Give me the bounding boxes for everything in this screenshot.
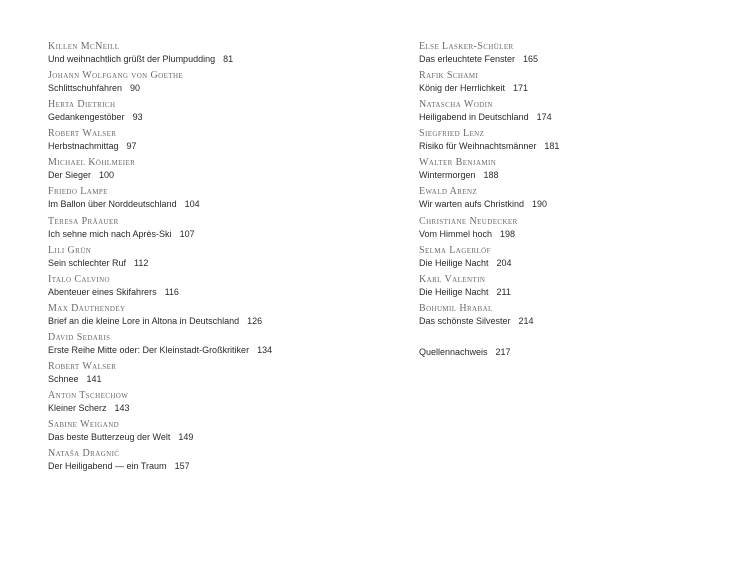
toc-title: Brief an die kleine Lore in Altona in Deutschland bbox=[48, 315, 240, 326]
toc-entry bbox=[419, 128, 729, 157]
toc-author: Friedo Lampe bbox=[48, 186, 108, 198]
sources-entry bbox=[419, 346, 729, 358]
toc-page-number: 126 bbox=[247, 315, 263, 326]
toc-title: Der Heiligabend — ein Traum bbox=[48, 461, 167, 472]
toc-page-number: 165 bbox=[523, 54, 539, 64]
toc-page-number: 149 bbox=[178, 432, 194, 443]
toc-title-line bbox=[48, 169, 368, 181]
toc-title: Heiligabend in Deutschland bbox=[419, 112, 529, 123]
toc-title-line bbox=[419, 53, 729, 65]
toc-title-line bbox=[419, 82, 729, 94]
toc-entry bbox=[48, 332, 368, 361]
toc-entry bbox=[48, 186, 368, 215]
toc-entry bbox=[48, 448, 368, 477]
toc-title-line bbox=[419, 198, 729, 210]
toc-title: Kleiner Scherz bbox=[48, 403, 107, 414]
toc-author: Anton Tschechow bbox=[48, 390, 129, 402]
toc-page-number: 190 bbox=[532, 199, 548, 210]
toc-page-number: 143 bbox=[114, 403, 130, 414]
toc-page-number: 116 bbox=[164, 286, 179, 297]
toc-title-line bbox=[48, 257, 368, 269]
toc-title-line bbox=[419, 228, 729, 240]
toc-page-number: 112 bbox=[134, 257, 149, 268]
toc-title: Im Ballon über Norddeutschland bbox=[48, 199, 177, 210]
toc-page-number: 204 bbox=[496, 257, 512, 268]
toc-entry bbox=[48, 41, 368, 70]
toc-title-line bbox=[48, 315, 368, 327]
toc-entry bbox=[48, 216, 368, 245]
toc-entry bbox=[48, 157, 368, 186]
toc-entry bbox=[48, 303, 368, 332]
toc-title-line bbox=[48, 460, 368, 472]
toc-author: Sabine Weigand bbox=[48, 419, 120, 431]
toc-author: Max Dauthendey bbox=[48, 302, 126, 314]
toc-entry bbox=[419, 41, 729, 70]
toc-page-number: 214 bbox=[518, 315, 534, 326]
toc-author: Walter Benjamin bbox=[419, 157, 497, 169]
toc-title: Wir warten aufs Christkind bbox=[419, 199, 525, 210]
toc-title: Die Heilige Nacht bbox=[419, 286, 489, 297]
toc-author: Selma Lagerlöf bbox=[419, 244, 491, 256]
toc-entry bbox=[419, 186, 729, 215]
toc-title: Ich sehne mich nach Après-Ski bbox=[48, 228, 172, 239]
toc-title-line bbox=[419, 315, 729, 327]
toc-author: Siegfried Lenz bbox=[419, 128, 485, 140]
toc-entry bbox=[48, 245, 368, 274]
toc-title: Das schönste Silvester bbox=[419, 315, 511, 326]
toc-page-number: 181 bbox=[544, 141, 560, 152]
toc-title-line bbox=[48, 53, 368, 65]
toc-title: Das beste Butterzeug der Welt bbox=[48, 432, 171, 443]
toc-page-number: 141 bbox=[86, 374, 102, 385]
toc-title-line bbox=[48, 111, 368, 123]
sources-title: Quellennachweis bbox=[419, 346, 488, 357]
toc-title-line bbox=[419, 140, 729, 152]
toc-author: Robert Walser bbox=[48, 361, 117, 373]
toc-title: Erste Reihe Mitte oder: Der Kleinstadt-Großkritiker bbox=[48, 344, 250, 355]
toc-entry bbox=[48, 390, 368, 419]
toc-entry bbox=[419, 216, 729, 245]
toc-entry bbox=[48, 99, 368, 128]
toc-page-number: 134 bbox=[257, 344, 273, 355]
toc-page-number: 198 bbox=[500, 228, 516, 239]
toc-title-line bbox=[419, 286, 729, 298]
toc-title: Sein schlechter Ruf bbox=[48, 257, 127, 268]
toc-title: Gedankengestöber bbox=[48, 112, 125, 123]
toc-title-line bbox=[48, 402, 368, 414]
toc-author: Herta Dietrich bbox=[48, 99, 116, 111]
toc-title: Schlittschuhfahren bbox=[48, 83, 123, 94]
toc-author: Lili Grün bbox=[48, 244, 92, 256]
toc-title-line bbox=[48, 228, 368, 240]
toc-title-line bbox=[48, 286, 368, 298]
toc-entry bbox=[48, 419, 368, 448]
toc-title: Vom Himmel hoch bbox=[419, 228, 493, 239]
toc-page-number: 97 bbox=[126, 141, 137, 152]
toc-title: König der Herrlichkeit bbox=[419, 83, 506, 94]
toc-author: Ewald Arenz bbox=[419, 186, 478, 198]
toc-entry bbox=[419, 303, 729, 332]
toc-author: David Sedaris bbox=[48, 331, 111, 343]
toc-title-line bbox=[48, 373, 368, 385]
toc-title-line bbox=[48, 431, 368, 443]
toc-author: Italo Calvino bbox=[48, 273, 110, 285]
toc-left-column bbox=[48, 41, 368, 477]
toc-title-line bbox=[419, 111, 729, 123]
toc-author: Rafik Schami bbox=[419, 70, 479, 82]
toc-author: Karl Valentin bbox=[419, 273, 486, 285]
toc-title: Schnee bbox=[48, 374, 79, 385]
toc-author: Else Lasker-Schüler bbox=[419, 41, 514, 52]
toc-page-number: 188 bbox=[483, 170, 499, 181]
toc-title-line bbox=[419, 169, 729, 181]
toc-entry bbox=[419, 157, 729, 186]
toc-title: Herbstnachmittag bbox=[48, 141, 119, 152]
toc-entry bbox=[48, 361, 368, 390]
toc-author: Christiane Neudecker bbox=[419, 215, 518, 227]
toc-author: Bohumil Hrabal bbox=[419, 302, 493, 314]
toc-author: Teresa Präauer bbox=[48, 215, 119, 227]
toc-entry bbox=[419, 274, 729, 303]
toc-page-number: 171 bbox=[513, 83, 529, 94]
toc-title-line bbox=[48, 198, 368, 210]
toc-page-number: 90 bbox=[130, 83, 141, 94]
toc-author: Johann Wolfgang von Goethe bbox=[48, 70, 184, 82]
toc-entry bbox=[48, 274, 368, 303]
toc-page-number: 100 bbox=[99, 170, 115, 181]
toc-entry bbox=[419, 245, 729, 274]
toc-page-number: 107 bbox=[179, 228, 195, 239]
toc-title: Wintermorgen bbox=[419, 170, 476, 181]
toc-page-number: 104 bbox=[184, 199, 200, 210]
toc-page-number: 157 bbox=[174, 461, 190, 472]
toc-author: Natascha Wodin bbox=[419, 99, 493, 111]
toc-title: Abenteuer eines Skifahrers bbox=[48, 286, 157, 297]
toc-author: Michael Köhlmeier bbox=[48, 157, 136, 169]
toc-author: Killen McNeill bbox=[48, 41, 120, 52]
toc-title: Und weihnachtlich grüßt der Plumpudding bbox=[48, 54, 216, 64]
toc-title: Die Heilige Nacht bbox=[419, 257, 489, 268]
toc-entry bbox=[419, 70, 729, 99]
toc-title-line bbox=[48, 82, 368, 94]
toc-page-number: 174 bbox=[536, 112, 552, 123]
toc-title-line bbox=[419, 257, 729, 269]
toc-entry bbox=[48, 70, 368, 99]
toc-page-number: 93 bbox=[132, 112, 143, 123]
toc-entry bbox=[419, 99, 729, 128]
sources-page-number: 217 bbox=[495, 346, 511, 357]
toc-title: Das erleuchtete Fenster bbox=[419, 54, 516, 64]
toc-page-number: 211 bbox=[496, 286, 511, 297]
toc-title: Risiko für Weihnachtsmänner bbox=[419, 141, 537, 152]
toc-page-number: 81 bbox=[223, 54, 234, 64]
toc-author: Nataša Dragnić bbox=[48, 448, 120, 460]
toc-author: Robert Walser bbox=[48, 128, 117, 140]
toc-title-line bbox=[48, 140, 368, 152]
toc-title-line bbox=[48, 344, 368, 356]
toc-title: Der Sieger bbox=[48, 170, 92, 181]
toc-entry bbox=[48, 128, 368, 157]
toc-right-column bbox=[419, 41, 729, 358]
